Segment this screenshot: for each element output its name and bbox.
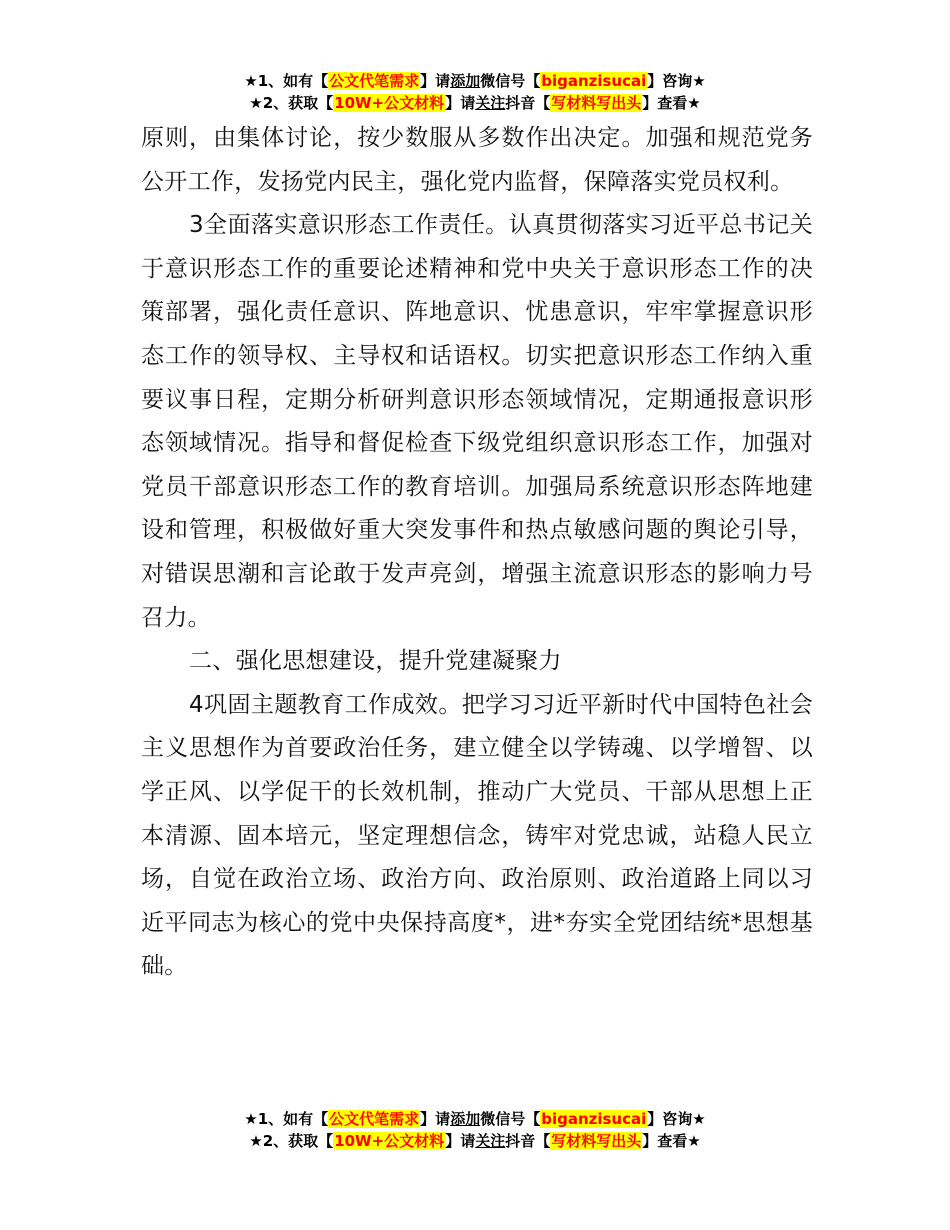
banner-emphasis: 添加	[450, 1110, 481, 1128]
banner-highlight: 10W+公文材料	[334, 1132, 445, 1150]
banner-highlight: 公文代笔需求	[329, 72, 420, 90]
banner-text: 】咨询★	[647, 1110, 706, 1128]
banner-text: 】咨询★	[647, 72, 706, 90]
banner-text: 】请	[445, 1132, 476, 1150]
banner-text: ★2、获取【	[249, 1132, 334, 1150]
banner-text: ★1、如有【	[244, 1110, 329, 1128]
banner-emphasis: 添加	[450, 72, 481, 90]
banner-text: ★1、如有【	[244, 72, 329, 90]
banner-text: 】请	[420, 1110, 451, 1128]
banner-text: 】查看★	[642, 94, 701, 112]
banner-line-2	[0, 92, 950, 114]
banner-line-1	[0, 70, 950, 92]
banner-emphasis: 关注	[475, 94, 506, 112]
banner-highlight: 写材料写出头	[551, 94, 642, 112]
banner-text: 微信号【	[480, 72, 541, 90]
paragraph-item-4: 4巩固主题教育工作成效。把学习习近平新时代中国特色社会主义思想作为首要政治任务，建立健全以学铸魂、以学增智、以学正风、以学促干的长效机制，推动广大党员、干部从思想上正本清源、固本培元，坚定理想信念，铸牢对党忠诚，站稳人民立场，自觉在政治立场、政治方向、政治原则、政治道路上同以习近平同志为核心的党中央保持高度*，进*夯实全党团结统*思想基础。	[141, 691, 813, 980]
banner-text: 抖音【	[505, 94, 551, 112]
section-heading: 二、强化思想建设，提升党建凝聚力	[189, 648, 562, 675]
paragraph-item-3: 3全面落实意识形态工作责任。认真贯彻落实习近平总书记关于意识形态工作的重要论述精神和党中央关于意识形态工作的决策部署，强化责任意识、阵地意识、忧患意识，牢牢掌握意识形态工作的领导权、主导权和话语权。切实把意识形态工作纳入重要议事日程，定期分析研判意识形态领域情况，定期通报意识形态领域情况。指导和督促检查下级党组织意识形态工作，加强对党员干部意识形态工作的教育培训。加强局系统意识形态阵地建设和管理，积极做好重大突发事件和热点敏感问题的舆论引导，对错误思潮和言论敢于发声亮剑，增强主流意识形态的影响力号召力。	[141, 212, 813, 631]
banner-highlight: 公文代笔需求	[329, 1110, 420, 1128]
banner-highlight: biganzisucai	[541, 72, 647, 90]
banner-text: 】请	[445, 94, 476, 112]
footer-banner	[0, 1108, 950, 1152]
banner-text: 微信号【	[480, 1110, 541, 1128]
banner-line-2	[0, 1130, 950, 1152]
header-banner	[0, 70, 950, 114]
banner-line-1	[0, 1108, 950, 1130]
banner-text: 抖音【	[505, 1132, 551, 1150]
banner-highlight: 写材料写出头	[551, 1132, 642, 1150]
banner-highlight: 10W+公文材料	[334, 94, 445, 112]
paragraph-continuation: 原则，由集体讨论，按少数服从多数作出决定。加强和规范党务公开工作，发扬党内民主，强化党内监督，保障落实党员权利。	[141, 125, 813, 195]
document-body	[141, 117, 813, 989]
banner-highlight: biganzisucai	[541, 1110, 647, 1128]
banner-text: 】查看★	[642, 1132, 701, 1150]
banner-text: 】请	[420, 72, 451, 90]
banner-text: ★2、获取【	[249, 94, 334, 112]
banner-emphasis: 关注	[475, 1132, 506, 1150]
